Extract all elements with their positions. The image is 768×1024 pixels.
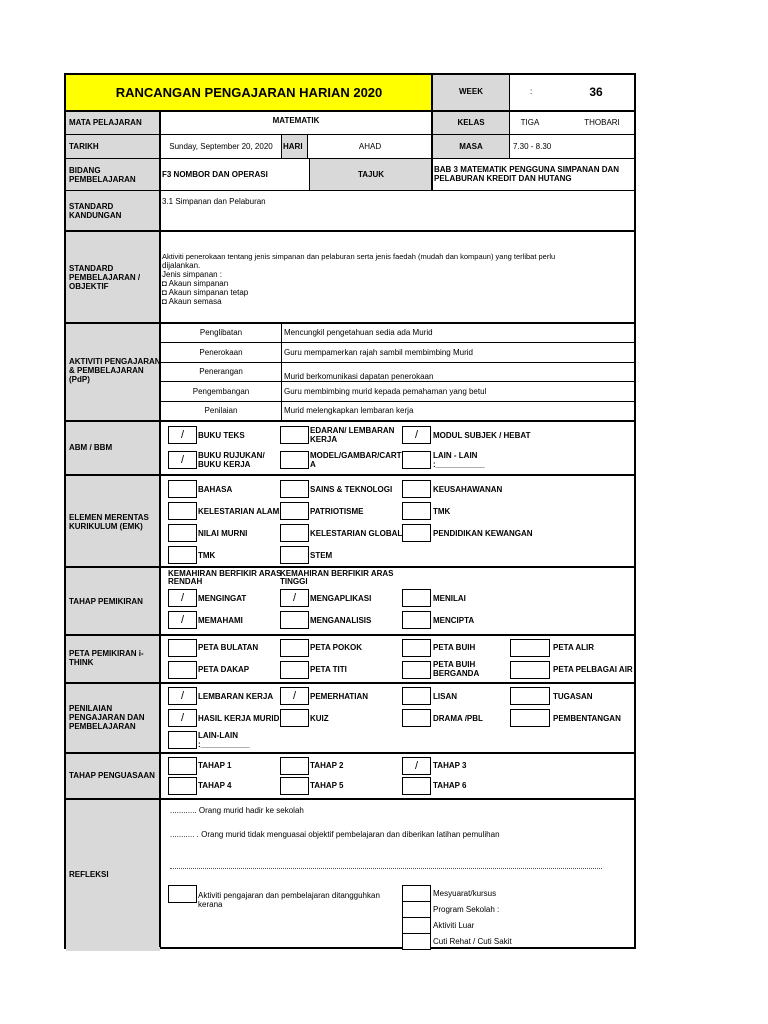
emk-checkbox[interactable]	[280, 546, 309, 564]
emk-item: STEM	[310, 551, 333, 560]
aktiviti-label-1: AKTIVITI PENGAJARAN	[69, 357, 161, 366]
lembaran-kerja-checkbox[interactable]: /	[168, 687, 197, 705]
penilaian-lain-1: LAIN-LAIN	[198, 731, 238, 740]
abm-label: ABM / BBM	[69, 443, 113, 452]
ithink-checkbox[interactable]	[280, 639, 309, 657]
pemerhatian-checkbox[interactable]: /	[280, 687, 309, 705]
pemikiran-rendah-1: KEMAHIRAN BERFIKIR ARAS	[168, 569, 282, 578]
aktiviti-desc: Murid berkomunikasi dapatan penerokaan	[284, 372, 434, 381]
mencipta-checkbox[interactable]	[402, 611, 431, 629]
model-label-2: A	[310, 460, 316, 469]
abm-lain-label-1: LAIN - LAIN	[433, 451, 478, 460]
grid-line	[281, 323, 282, 421]
emk-checkbox[interactable]	[280, 524, 309, 542]
tajuk-value-1: BAB 3 MATEMATIK PENGGUNA SIMPANAN DAN	[434, 165, 620, 174]
pemikiran-item: MENILAI	[433, 594, 466, 603]
page-title: RANCANGAN PENGAJARAN HARIAN 2020	[115, 85, 383, 100]
standard-kandungan-value: 3.1 Simpanan dan Pelaburan	[162, 197, 266, 206]
objektif-line: ◘ Akaun simpanan	[162, 279, 229, 288]
grid-line	[66, 798, 634, 800]
aktiviti-desc: Guru mempamerkan rajah sambil membimbing Murid	[284, 348, 473, 357]
reason-checkbox[interactable]	[402, 901, 431, 918]
bidang-label-1: BIDANG	[69, 166, 101, 175]
penilaian-item: PEMERHATIAN	[310, 692, 369, 701]
drama-checkbox[interactable]	[402, 709, 431, 727]
buku-teks-checkbox[interactable]: /	[168, 426, 197, 444]
emk-checkbox[interactable]	[168, 502, 197, 520]
tahap-checkbox[interactable]	[168, 757, 197, 775]
edaran-label-2: KERJA	[310, 435, 338, 444]
grid-line	[307, 135, 308, 159]
refleksi-dotted-line	[170, 868, 602, 869]
ithink-checkbox[interactable]	[168, 639, 197, 657]
tugasan-checkbox[interactable]	[510, 687, 550, 705]
week-label: WEEK	[459, 87, 483, 96]
emk-label-1: ELEMEN MERENTAS	[69, 513, 149, 522]
ithink-item: PETA BULATAN	[198, 643, 259, 652]
emk-checkbox[interactable]	[402, 524, 431, 542]
penilaian-item: KUIZ	[310, 714, 329, 723]
pemikiran-rendah-2: RENDAH	[168, 577, 203, 586]
tahap-checkbox[interactable]	[280, 777, 309, 795]
lesson-plan-form	[64, 73, 636, 949]
hasil-kerja-checkbox[interactable]: /	[168, 709, 197, 727]
emk-item: TMK	[433, 507, 451, 516]
aktiviti-desc: Murid melengkapkan lembaran kerja	[284, 406, 414, 415]
ithink-checkbox[interactable]	[168, 661, 197, 679]
kuiz-checkbox[interactable]	[280, 709, 309, 727]
penilaian-item: HASIL KERJA MURID	[198, 714, 280, 723]
buku-rujukan-label-2: BUKU KERJA	[198, 460, 251, 469]
objektif-line: dijalankan.	[162, 261, 201, 270]
emk-checkbox[interactable]	[168, 524, 197, 542]
emk-checkbox[interactable]	[168, 480, 197, 498]
memahami-checkbox[interactable]: /	[168, 611, 197, 629]
objektif-line: ◘ Akaun semasa	[162, 297, 222, 306]
modul-checkbox[interactable]: /	[402, 426, 431, 444]
masa-value: 7.30 - 8.30	[513, 142, 552, 151]
grid-line	[66, 474, 634, 476]
penilaian-item: TUGASAN	[553, 692, 593, 701]
penguasaan-item: TAHAP 5	[310, 781, 344, 790]
penilaian-lain-checkbox[interactable]	[168, 731, 197, 749]
week-colon: :	[530, 87, 533, 96]
grid-line	[160, 362, 634, 363]
emk-item: NILAI MURNI	[198, 529, 248, 538]
tangguh-label-2: kerana	[198, 900, 223, 909]
aktiviti-stage: Penerangan	[199, 367, 243, 376]
emk-checkbox[interactable]	[280, 480, 309, 498]
buku-teks-label: BUKU TEKS	[198, 431, 245, 440]
grid-line	[160, 342, 634, 343]
penilaian-lain-2: :___________	[198, 740, 250, 749]
penguasaan-item: TAHAP 2	[310, 761, 344, 770]
emk-checkbox[interactable]	[280, 502, 309, 520]
reason-item: Cuti Rehat / Cuti Sakit	[433, 937, 512, 946]
edaran-checkbox[interactable]	[280, 426, 309, 444]
refleksi-line-2: ........... . Orang murid tidak menguasai objektif pembelajaran dan diberikan latihan pemulihan	[170, 830, 500, 839]
penguasaan-item: TAHAP 3	[433, 761, 467, 770]
penguasaan-item: TAHAP 6	[433, 781, 467, 790]
emk-item: TMK	[198, 551, 216, 560]
ithink-checkbox[interactable]	[510, 639, 550, 657]
penilaian-label-2: PENGAJARAN DAN	[69, 713, 145, 722]
reason-checkbox[interactable]	[402, 933, 431, 950]
ithink-checkbox[interactable]	[402, 639, 431, 657]
ithink-checkbox[interactable]	[402, 661, 431, 679]
ithink-item: PETA PELBAGAI AIR	[553, 665, 633, 674]
grid-line	[309, 159, 310, 191]
mengingat-checkbox[interactable]: /	[168, 589, 197, 607]
emk-label-2: KURIKULUM (EMK)	[69, 522, 143, 531]
emk-checkbox[interactable]	[168, 546, 197, 564]
aktiviti-stage: Pengembangan	[192, 387, 250, 396]
ithink-checkbox[interactable]	[510, 661, 550, 679]
tajuk-label: TAJUK	[357, 170, 385, 179]
emk-item: BAHASA	[198, 485, 233, 494]
model-label-1: MODEL/GAMBAR/CART	[310, 451, 402, 460]
ithink-item: BERGANDA	[433, 669, 480, 678]
grid-line	[509, 75, 510, 159]
penilaian-item: PEMBENTANGAN	[553, 714, 621, 723]
mata-pelajaran-value: MATEMATIK	[272, 116, 320, 125]
edaran-label-1: EDARAN/ LEMBARAN	[310, 426, 395, 435]
modul-label: MODUL SUBJEK / HEBAT	[433, 431, 531, 440]
aktiviti-stage: Penglibatan	[199, 328, 243, 337]
tahap-checkbox[interactable]	[168, 777, 197, 795]
penguasaan-item: TAHAP 1	[198, 761, 232, 770]
tahap-checkbox[interactable]	[402, 777, 431, 795]
grid-line	[66, 682, 634, 684]
menilai-checkbox[interactable]	[402, 589, 431, 607]
penilaian-item: LISAN	[433, 692, 457, 701]
objektif-line: Aktiviti penerokaan tentang jenis simpanan dan pelaburan serta jenis faedah (mudah dan kompaun) yang terlibat perlu	[162, 252, 556, 261]
standard-kandungan-label-1: STANDARD	[69, 202, 114, 211]
penilaian-label-3: PEMBELAJARAN	[69, 722, 136, 731]
pemikiran-item: MEMAHAMI	[198, 616, 243, 625]
mata-pelajaran-label: MATA PELAJARAN	[69, 118, 142, 127]
aktiviti-stage: Penerokaan	[199, 348, 243, 357]
reason-item: Aktiviti Luar	[433, 921, 475, 930]
emk-item: KELESTARIAN ALAM	[198, 507, 280, 516]
week-value: 36	[589, 85, 603, 99]
ithink-item: PETA TITI	[310, 665, 347, 674]
penilaian-label-1: PENILAIAN	[69, 704, 113, 713]
aktiviti-desc: Guru membimbing murid kepada pemahaman yang betul	[284, 387, 487, 396]
grid-line	[66, 158, 634, 159]
buku-rujukan-checkbox[interactable]: /	[168, 451, 197, 469]
bidang-label-2: PEMBELAJARAN	[69, 175, 136, 184]
grid-line	[159, 111, 161, 947]
masa-label: MASA	[459, 142, 483, 151]
reason-checkbox[interactable]	[402, 917, 431, 934]
mengaplikasi-checkbox[interactable]: /	[280, 589, 309, 607]
emk-item: PENDIDIKAN KEWANGAN	[433, 529, 533, 538]
grid-line	[160, 381, 634, 382]
reason-item: Program Sekolah :	[433, 905, 500, 914]
pemikiran-item: MENCIPTA	[433, 616, 475, 625]
aktiviti-label-3: (PdP)	[69, 375, 90, 384]
standard-pembelajaran-label-2: PEMBELAJARAN /	[69, 273, 141, 282]
objektif-line: Jenis simpanan :	[162, 270, 223, 279]
pemikiran-label: TAHAP PEMIKIRAN	[69, 597, 143, 606]
hari-label: HARI	[283, 142, 303, 151]
ithink-label-1: PETA PEMIKIRAN i-	[69, 649, 144, 658]
emk-item: KEUSAHAWANAN	[433, 485, 503, 494]
standard-pembelajaran-label-1: STANDARD	[69, 264, 114, 273]
tahap-checkbox[interactable]	[280, 757, 309, 775]
grid-line	[66, 110, 634, 112]
penguasaan-label: TAHAP PENGUASAAN	[69, 771, 155, 780]
ithink-item: PETA BUIH	[433, 660, 476, 669]
pemikiran-tinggi-1: KEMAHIRAN BERFIKIR ARAS	[280, 569, 394, 578]
ithink-item: PETA DAKAP	[198, 665, 250, 674]
pemikiran-tinggi-2: TINGGI	[280, 577, 308, 586]
penilaian-item: DRAMA /PBL	[433, 714, 483, 723]
pembentangan-checkbox[interactable]	[510, 709, 550, 727]
penguasaan-item: TAHAP 4	[198, 781, 232, 790]
standard-pembelajaran-label-3: OBJEKTIF	[69, 282, 109, 291]
penilaian-item: LEMBARAN KERJA	[198, 692, 274, 701]
grid-line	[66, 752, 634, 754]
abm-lain-label-2: :___________	[433, 460, 485, 469]
lisan-checkbox[interactable]	[402, 687, 431, 705]
menganalisis-checkbox[interactable]	[280, 611, 309, 629]
pemikiran-item: MENGAPLIKASI	[310, 594, 372, 603]
grid-line	[431, 75, 433, 191]
grid-line	[160, 401, 634, 402]
bidang-value: F3 NOMBOR DAN OPERASI	[162, 170, 268, 179]
grid-line	[66, 566, 634, 568]
grid-line	[281, 135, 282, 159]
kelas-name: THOBARI	[584, 118, 620, 127]
grid-line	[66, 134, 634, 135]
hari-value: AHAD	[358, 142, 382, 151]
emk-item: KELESTARIAN GLOBAL	[310, 529, 403, 538]
tangguh-label-1: Aktiviti pengajaran dan pembelajaran ditangguhkan	[198, 891, 380, 900]
aktiviti-stage: Penilaian	[204, 406, 238, 415]
kelas-label: KELAS	[457, 118, 485, 127]
emk-item: PATRIOTISME	[310, 507, 364, 516]
ithink-checkbox[interactable]	[280, 661, 309, 679]
pemikiran-item: MENGANALISIS	[310, 616, 372, 625]
objektif-line: ◘ Akaun simpanan tetap	[162, 288, 249, 297]
emk-checkbox[interactable]	[402, 480, 431, 498]
tajuk-value-2: PELABURAN KREDIT DAN HUTANG	[434, 174, 572, 183]
emk-checkbox[interactable]	[402, 502, 431, 520]
grid-line	[66, 420, 634, 422]
aktiviti-label-2: & PEMBELAJARAN	[69, 366, 144, 375]
reason-checkbox[interactable]	[402, 885, 431, 902]
ithink-item: PETA BUIH	[433, 643, 476, 652]
refleksi-label: REFLEKSI	[69, 870, 109, 879]
model-checkbox[interactable]	[280, 451, 309, 469]
grid-line	[66, 230, 634, 232]
abm-lain-checkbox[interactable]	[402, 451, 431, 469]
grid-line	[66, 634, 634, 636]
kelas-value: TIGA	[520, 118, 540, 127]
aktiviti-desc: Mencungkil pengetahuan sedia ada Murid	[284, 328, 433, 337]
ithink-item: PETA POKOK	[310, 643, 363, 652]
ithink-label-2: THINK	[69, 658, 94, 667]
tarikh-label: TARIKH	[69, 142, 99, 151]
refleksi-line-1: ............ Orang murid hadir ke sekolah	[170, 806, 304, 815]
tangguh-checkbox[interactable]	[168, 885, 197, 903]
standard-kandungan-label-2: KANDUNGAN	[69, 211, 122, 220]
tarikh-value: Sunday, September 20, 2020	[169, 142, 273, 151]
grid-line	[66, 190, 634, 191]
emk-item: SAINS & TEKNOLOGI	[310, 485, 393, 494]
reason-item: Mesyuarat/kursus	[433, 889, 497, 898]
ithink-item: PETA ALIR	[553, 643, 595, 652]
pemikiran-item: MENGINGAT	[198, 594, 247, 603]
grid-line	[66, 322, 634, 324]
tahap-3-checkbox[interactable]: /	[402, 757, 431, 775]
buku-rujukan-label-1: BUKU RUJUKAN/	[198, 451, 265, 460]
